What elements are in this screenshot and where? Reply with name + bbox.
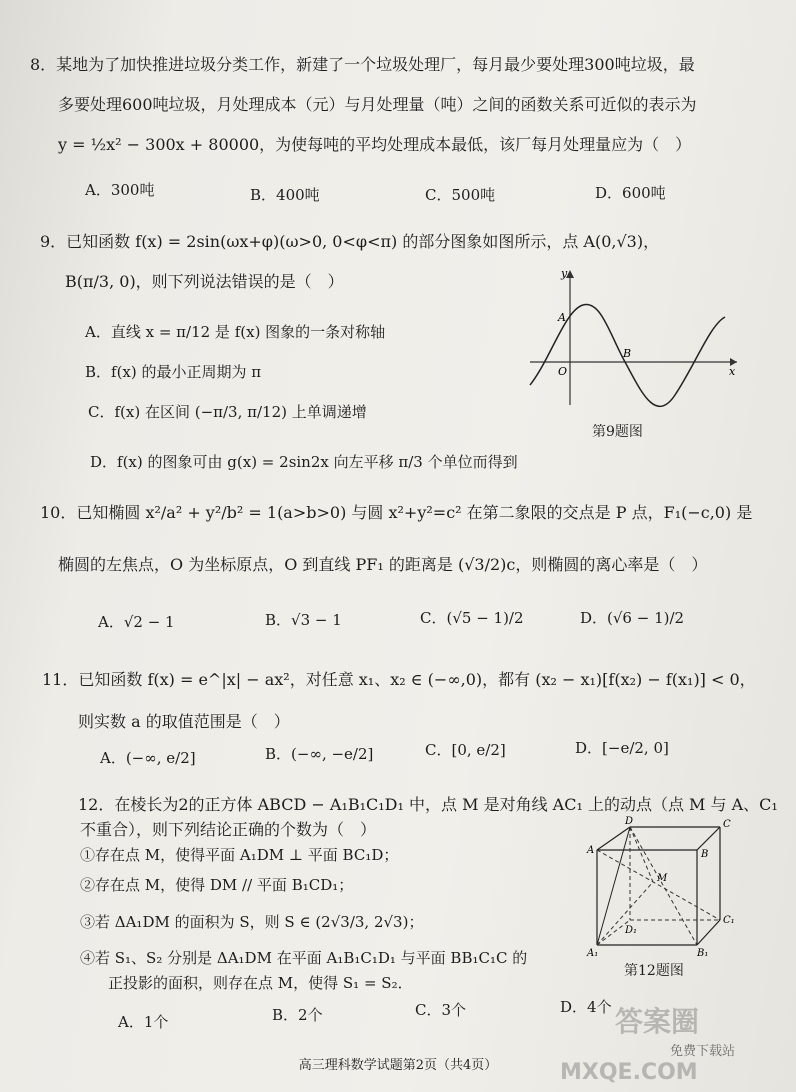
vertex-c1-label: C₁ xyxy=(723,915,735,926)
q12-figure-caption: 第12题图 xyxy=(624,963,684,979)
watermark-brand: 答案圈 xyxy=(615,1005,700,1038)
q9-line-2: B(π/3, 0)，则下列说法错误的是（ ） xyxy=(65,272,344,291)
vertex-b1-label: B₁ xyxy=(697,948,709,959)
y-axis-label: y xyxy=(561,267,568,280)
q9-sine-graph xyxy=(525,265,745,410)
point-m-label: M xyxy=(657,873,668,884)
q12-option-c: C．3个 xyxy=(415,1001,467,1019)
x-axis-label: x xyxy=(729,365,736,378)
q8-line-1: 8．某地为了加快推进垃圾分类工作，新建了一个垃圾处理厂，每月最少要处理300吨垃圾，最 xyxy=(30,55,695,74)
q12-line-2: 不重合），则下列结论正确的个数为（ ） xyxy=(80,820,377,839)
q11-line-2: 则实数 a 的取值范围是（ ） xyxy=(78,712,290,731)
q12-statement-4b: 正投影的面积，则存在点 M，使得 S₁ = S₂． xyxy=(108,974,413,992)
q10-line-2: 椭圆的左焦点，O 为坐标原点，O 到直线 PF₁ 的距离是 (√3/2)c，则椭圆的离心率是（ ） xyxy=(58,555,708,574)
q9-option-d: D．f(x) 的图象可由 g(x) = 2sin2x 向左平移 π/3 个单位而得到 xyxy=(90,453,518,471)
q8-option-d: D．600吨 xyxy=(595,184,666,202)
q11-line-1: 11．已知函数 f(x) = e^|x| − ax²，对任意 x₁、x₂ ∈ (−∞,0)，都有 (x₂ − x₁)[f(x₂) − f(x₁)] < 0， xyxy=(42,670,756,689)
q10-option-a: A．√2 − 1 xyxy=(98,613,175,631)
vertex-a1-label: A₁ xyxy=(587,948,599,959)
q10-option-d: D．(√6 − 1)/2 xyxy=(580,609,685,627)
q8-option-c: C．500吨 xyxy=(425,186,496,204)
q11-option-d: D．[−e/2, 0] xyxy=(575,739,669,757)
q12-statement-3: ③若 ΔA₁DM 的面积为 S，则 S ∈ (2√3/3, 2√3)； xyxy=(80,913,424,931)
q9-line-1: 9．已知函数 f(x) = 2sin(ωx+φ)(ω>0, 0<φ<π) 的部分图象如图所示，点 A(0,√3)， xyxy=(40,232,660,251)
watermark-account: 免费下载站 xyxy=(670,1044,736,1059)
q8-option-a: A．300吨 xyxy=(85,181,155,199)
q12-option-b: B．2个 xyxy=(272,1006,323,1024)
q8-line-3: y = ½x² − 300x + 80000，为使每吨的平均处理成本最低，该厂每月处理量应为（ ） xyxy=(58,135,692,154)
q11-option-a: A．(−∞, e/2] xyxy=(100,749,196,767)
q9-option-a: A．直线 x = π/12 是 f(x) 图象的一条对称轴 xyxy=(85,323,386,341)
page-footer: 高三理科数学试题第2页（共4页） xyxy=(298,1058,498,1073)
q10-option-c: C．(√5 − 1)/2 xyxy=(420,609,524,627)
q9-figure-caption: 第9题图 xyxy=(592,424,643,440)
q8-line-2: 多要处理600吨垃圾，月处理成本（元）与月处理量（吨）之间的函数关系可近似的表示为 xyxy=(58,95,697,114)
q9-option-c: C．f(x) 在区间 (−π/3, π/12) 上单调递增 xyxy=(88,403,367,421)
q9-option-b: B．f(x) 的最小正周期为 π xyxy=(85,363,262,381)
vertex-c-label: C xyxy=(723,819,731,830)
q12-statement-4a: ④若 S₁、S₂ 分别是 ΔA₁DM 在平面 A₁B₁C₁D₁ 与平面 BB₁C₁C 的 xyxy=(80,949,528,967)
point-b-label: B xyxy=(623,347,632,360)
vertex-a-label: A xyxy=(587,845,595,856)
q8-option-b: B．400吨 xyxy=(250,186,320,204)
point-a-label: A xyxy=(558,311,566,324)
q12-option-a: A．1个 xyxy=(118,1013,169,1031)
q12-statement-2: ②存在点 M，使得 DM // 平面 B₁CD₁； xyxy=(80,876,354,894)
vertex-d1-label: D₁ xyxy=(625,925,638,936)
q11-option-b: B．(−∞, −e/2] xyxy=(265,745,374,763)
q11-option-c: C．[0, e/2] xyxy=(425,741,506,759)
q10-option-b: B．√3 − 1 xyxy=(265,611,342,629)
q12-option-d: D．4个 xyxy=(560,998,612,1016)
vertex-b-label: B xyxy=(701,849,709,860)
origin-label: O xyxy=(558,365,568,378)
watermark-site: MXQE.COM xyxy=(560,1060,698,1085)
vertex-d-label: D xyxy=(625,816,634,827)
q12-line-1: 12．在棱长为2的正方体 ABCD − A₁B₁C₁D₁ 中，点 M 是对角线 AC₁ 上的动点（点 M 与 A、C₁ xyxy=(78,795,778,814)
q10-line-1: 10．已知椭圆 x²/a² + y²/b² = 1(a>b>0) 与圆 x²+y²=c² 在第二象限的交点是 P 点，F₁(−c,0) 是 xyxy=(40,503,753,522)
q12-cube-figure xyxy=(585,815,745,960)
q12-statement-1: ①存在点 M，使得平面 A₁DM ⊥ 平面 BC₁D； xyxy=(80,846,399,864)
